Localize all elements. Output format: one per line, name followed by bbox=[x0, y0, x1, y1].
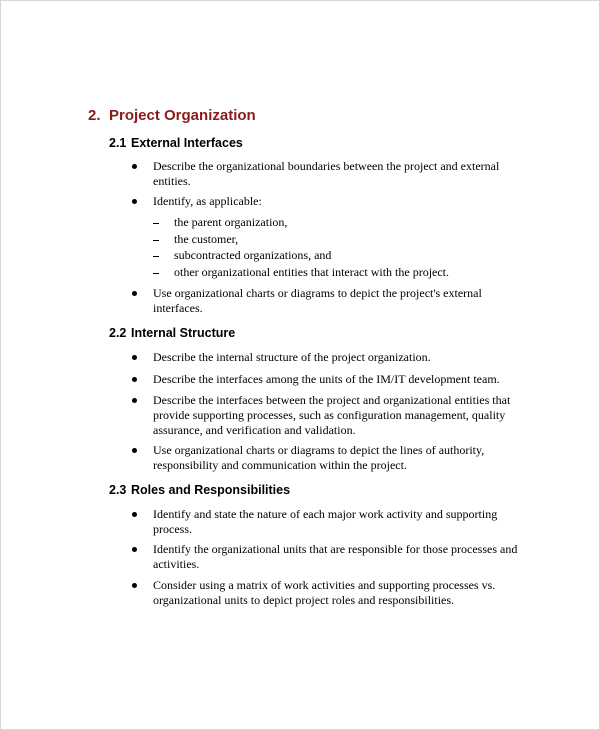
sub-list-item: the customer, bbox=[174, 232, 239, 246]
subsection-heading-internal-structure bbox=[109, 326, 235, 340]
bullet-icon bbox=[132, 448, 137, 453]
subsection-title: External Interfaces bbox=[131, 136, 243, 150]
list-item: Consider using a matrix of work activities and supporting processes vs. organizational units to depict project roles and responsibilities. bbox=[153, 578, 496, 607]
section-number: 2. bbox=[88, 107, 101, 124]
sub-list-item: other organizational entities that interact with the project. bbox=[174, 265, 450, 279]
bullet-icon bbox=[132, 512, 137, 517]
list-item: Describe the interfaces between the project and organizational entities that provide supporting processes, such as configuration management, quality assurance, and verification and validation. bbox=[153, 393, 511, 437]
list-item: Use organizational charts or diagrams to depict the lines of authority, responsibility and communication within the project. bbox=[153, 443, 485, 472]
subsection-title: Internal Structure bbox=[131, 326, 236, 340]
bullet-icon bbox=[132, 547, 137, 552]
bullet-icon bbox=[132, 355, 137, 360]
dash-icon bbox=[153, 273, 159, 274]
list-item: Describe the interfaces among the units of the IM/IT development team. bbox=[153, 372, 500, 386]
dash-icon bbox=[153, 240, 159, 241]
bullet-icon bbox=[132, 164, 137, 169]
bullet-icon bbox=[132, 291, 137, 296]
bullet-icon bbox=[132, 377, 137, 382]
dash-icon bbox=[153, 256, 159, 257]
subsection-number: 2.2 bbox=[109, 326, 127, 340]
list-item: Identify the organizational units that are responsible for those processes and activities. bbox=[153, 542, 518, 571]
subsection-number: 2.1 bbox=[109, 136, 127, 150]
subsection-number: 2.3 bbox=[109, 483, 127, 497]
sub-list-item: subcontracted organizations, and bbox=[174, 248, 332, 262]
list-item: Identify, as applicable: bbox=[153, 194, 262, 208]
dash-icon bbox=[153, 223, 159, 224]
subsection-heading-roles-and-responsibilities bbox=[109, 483, 290, 497]
list-item: Describe the organizational boundaries between the project and external entities. bbox=[153, 159, 500, 188]
bullet-icon bbox=[132, 398, 137, 403]
bullet-icon bbox=[132, 583, 137, 588]
list-item: Use organizational charts or diagrams to depict the project's external interfaces. bbox=[153, 286, 482, 315]
section-title: Project Organization bbox=[109, 107, 256, 124]
section-heading bbox=[88, 107, 256, 124]
list-item: Identify and state the nature of each major work activity and supporting process. bbox=[153, 507, 498, 536]
subsection-heading-external-interfaces bbox=[109, 136, 243, 150]
list-item: Describe the internal structure of the project organization. bbox=[153, 350, 431, 364]
subsection-title: Roles and Responsibilities bbox=[131, 483, 291, 497]
sub-list-item: the parent organization, bbox=[174, 215, 288, 229]
bullet-icon bbox=[132, 199, 137, 204]
